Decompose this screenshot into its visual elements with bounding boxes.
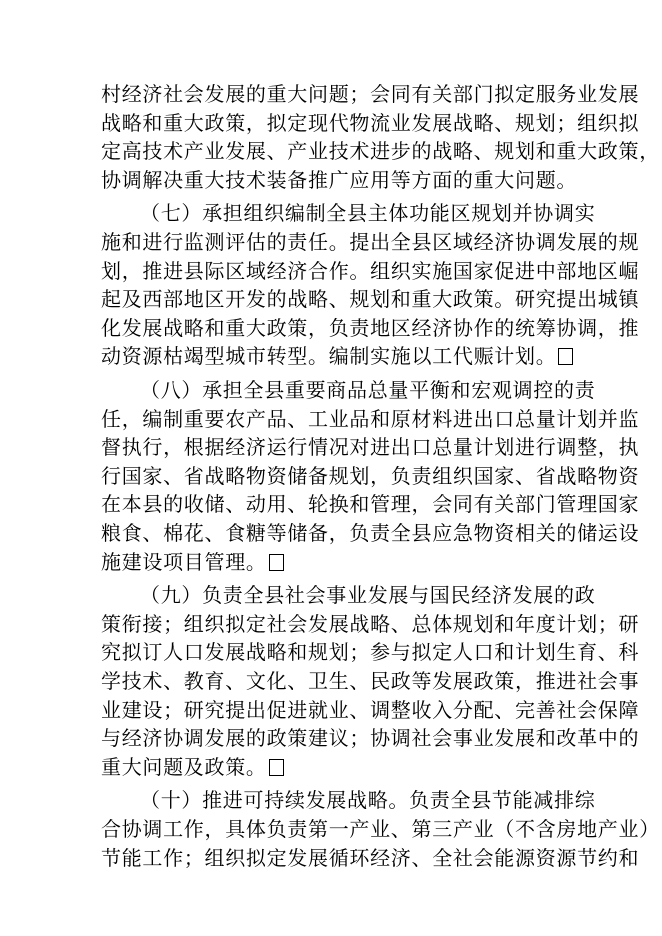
text-span: 究拟订人口发展战略和规划；参与拟定人口和计划生育、科 bbox=[101, 640, 640, 664]
checkbox-square-icon bbox=[269, 759, 284, 776]
text-line bbox=[101, 815, 660, 843]
text-line bbox=[101, 490, 640, 518]
text-span: 动资源枯竭型城市转型。编制实施以工代赈计划。 bbox=[101, 344, 557, 368]
text-line bbox=[101, 342, 561, 370]
text-span: 业建设；研究提出促进就业、调整收入分配、完善社会保障 bbox=[101, 698, 640, 722]
text-line bbox=[101, 314, 640, 342]
text-span: 督执行，根据经济运行情况对进出口总量计划进行调整，执 bbox=[101, 435, 640, 459]
text-line bbox=[101, 80, 640, 108]
text-line bbox=[101, 610, 640, 638]
text-span: 村经济社会发展的重大问题；会同有关部门拟定服务业发展 bbox=[101, 82, 640, 106]
text-line bbox=[101, 638, 640, 666]
text-span: 行国家、省战略物资储备规划，负责组织国家、省战略物资 bbox=[101, 464, 640, 488]
text-span: 合协调工作，具体负责第一产业、第三产业（不含房地产业） bbox=[101, 817, 660, 841]
text-span: 与经济协调发展的政策建议；协调社会事业发展和改革中的 bbox=[101, 726, 640, 750]
text-span: 起及西部地区开发的战略、规划和重大政策。研究提出城镇 bbox=[101, 287, 640, 311]
text-span: （七）承担组织编制全县主体功能区规划并协调实 bbox=[140, 201, 596, 225]
text-span: （十）推进可持续发展战略。负责全县节能减排综 bbox=[140, 788, 596, 812]
text-line bbox=[101, 166, 578, 194]
text-line bbox=[101, 724, 640, 752]
text-span: 定高技术产业发展、产业技术进步的战略、规划和重大政策， bbox=[101, 139, 660, 163]
paragraph-first-line bbox=[140, 199, 600, 227]
text-line bbox=[101, 257, 640, 285]
text-line bbox=[101, 696, 640, 724]
text-span: 策衔接；组织拟定社会发展战略、总体规划和年度计划；研 bbox=[101, 612, 640, 636]
paragraph-first-line bbox=[140, 581, 600, 609]
text-line bbox=[101, 433, 640, 461]
text-line bbox=[101, 228, 640, 256]
text-span: （九）负责全县社会事业发展与国民经济发展的政 bbox=[140, 583, 596, 607]
paragraph-first-line bbox=[140, 786, 600, 814]
text-line bbox=[101, 405, 640, 433]
text-span: 协调解决重大技术装备推广应用等方面的重大问题。 bbox=[101, 168, 578, 192]
paragraph-first-line bbox=[140, 376, 600, 404]
text-span: 施建设项目管理。 bbox=[101, 550, 267, 574]
checkbox-square-icon bbox=[269, 554, 284, 571]
text-line bbox=[101, 844, 640, 872]
checkbox-square-icon bbox=[558, 348, 573, 365]
text-span: 节能工作；组织拟定发展循环经济、全社会能源资源节约和 bbox=[101, 846, 640, 870]
text-line bbox=[101, 285, 640, 313]
text-span: 战略和重大政策，拟定现代物流业发展战略、规划；组织拟 bbox=[101, 111, 640, 135]
text-line bbox=[101, 753, 561, 781]
text-span: 学技术、教育、文化、卫生、民政等发展政策，推进社会事 bbox=[101, 669, 640, 693]
text-line bbox=[101, 137, 660, 165]
text-line bbox=[101, 109, 640, 137]
text-line bbox=[101, 462, 640, 490]
text-span: 划，推进县际区域经济合作。组织实施国家促进中部地区崛 bbox=[101, 259, 640, 283]
text-span: 粮食、棉花、食糖等储备，负责全县应急物资相关的储运设 bbox=[101, 521, 640, 545]
text-line bbox=[101, 667, 640, 695]
text-span: 施和进行监测评估的责任。提出全县区域经济协调发展的规 bbox=[101, 230, 640, 254]
text-span: 化发展战略和重大政策，负责地区经济协作的统筹协调，推 bbox=[101, 316, 640, 340]
text-span: 任，编制重要农产品、工业品和原材料进出口总量计划并监 bbox=[101, 407, 640, 431]
text-span: 重大问题及政策。 bbox=[101, 755, 267, 779]
text-line bbox=[101, 519, 640, 547]
text-line bbox=[101, 548, 561, 576]
text-span: 在本县的收储、动用、轮换和管理，会同有关部门管理国家 bbox=[101, 492, 640, 516]
text-span: （八）承担全县重要商品总量平衡和宏观调控的责 bbox=[140, 378, 596, 402]
